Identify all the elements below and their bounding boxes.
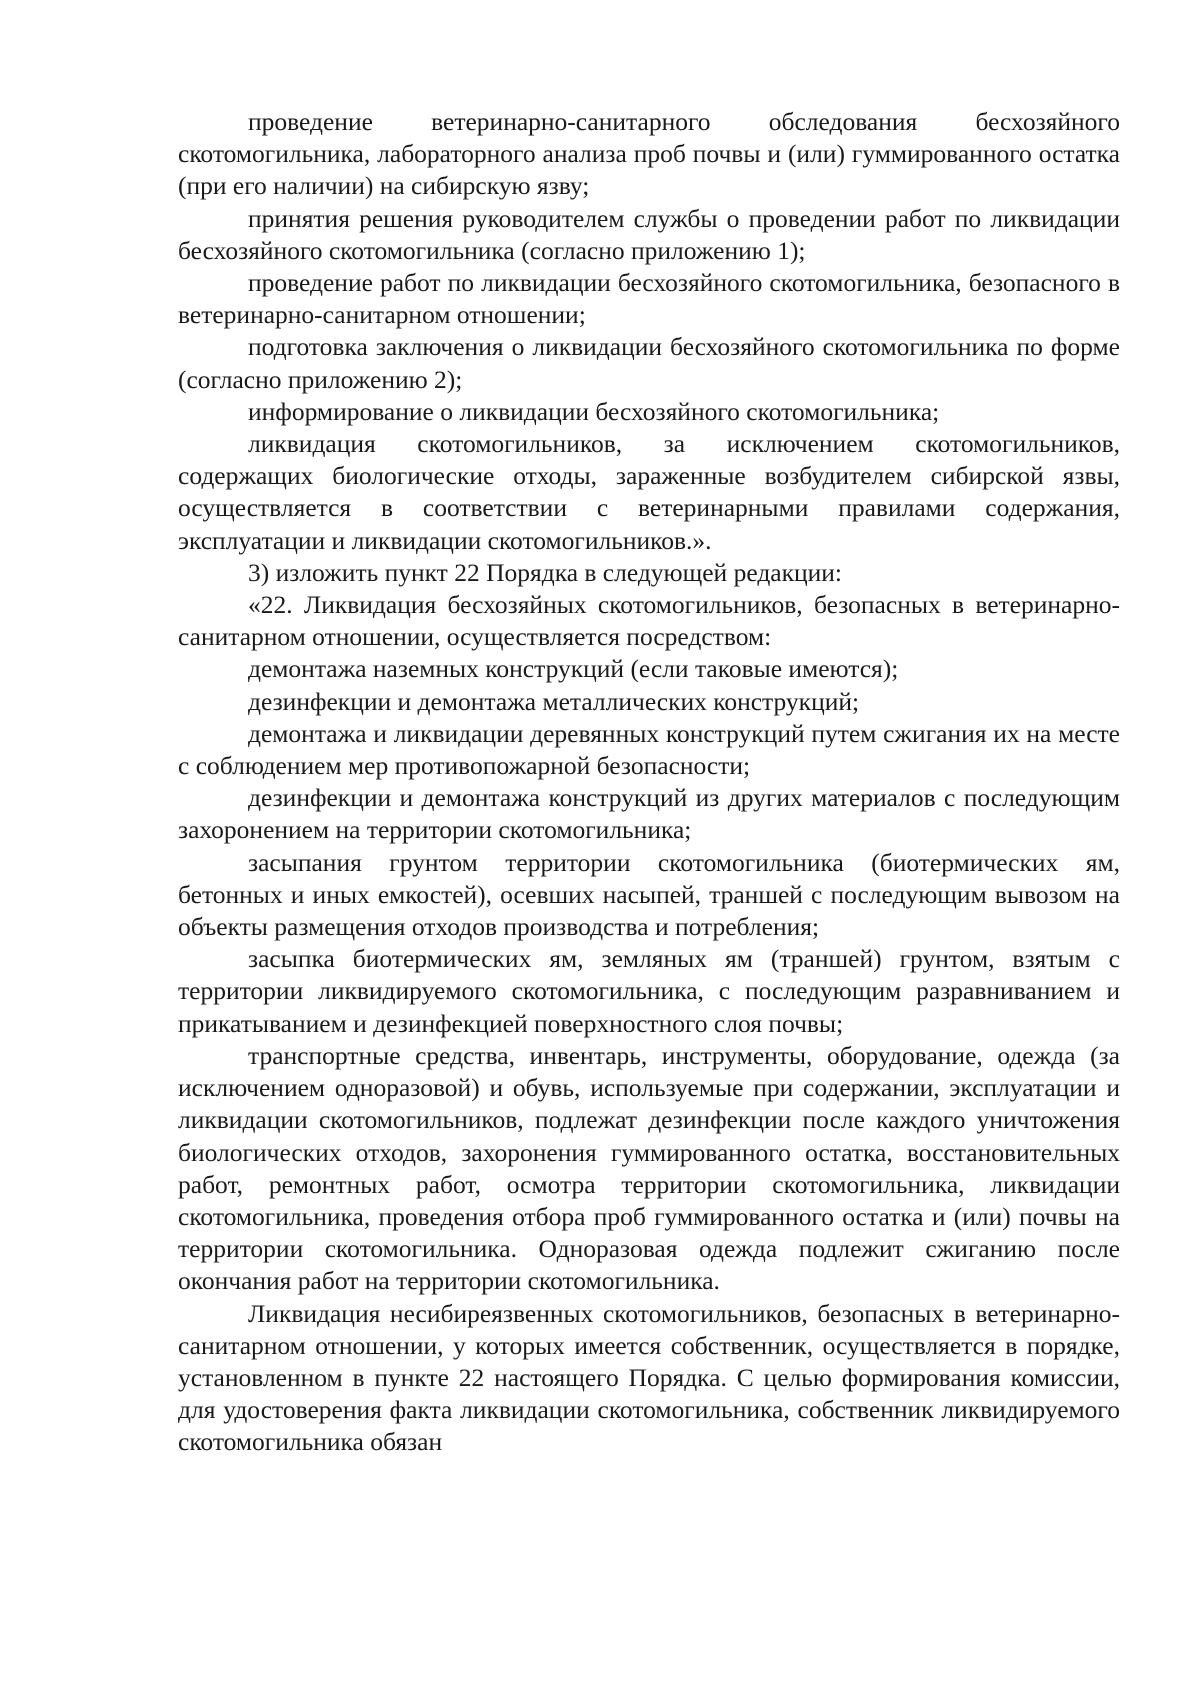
paragraph-pits-backfill: засыпка биотермических ям, земляных ям (траншей) грунтом, взятым с территории ликвидируемого скотомогильника, с последующим разравниванием и прикатыванием и дезинфекцией поверхностного слоя почвы; [178, 944, 1120, 1038]
paragraph-liquidation-rules: ликвидация скотомогильников, за исключением скотомогильников, содержащих биологические отходы, зараженные возбудителем сибирской язвы, осуществляется в соответствии с ветеринарными правилами содержания, эксплуатации и ликвидации скотомогильников.». [178, 429, 1120, 555]
paragraph-disinfection: транспортные средства, инвентарь, инструменты, оборудование, одежда (за исключением одноразовой) и обувь, используемые при содержании, эксплуатации и ликвидации скотомогильников, подлежат дезинфекции после каждого уничтожения биологических отходов, захоронения гуммированного остатка, восстановительных работ, ремонтных работ, осмотра территории скотомогильника, ликвидации скотомогильника, проведения отбора проб гуммированного остатка и (или) почвы на территории скотомогильника. Одноразовая одежда подлежит сжиганию после окончания работ на территории скотомогильника. [178, 1040, 1120, 1296]
paragraph-point-22: «22. Ликвидация бесхозяйных скотомогильников, безопасных в ветеринарно-санитарном отношении, осуществляется посредством: [178, 590, 1120, 652]
paragraph-other-materials: дезинфекции и демонтажа конструкций из других материалов с последующим захоронением на территории скотомогильника; [178, 783, 1120, 845]
paragraph-non-anthrax: Ликвидация несибиреязвенных скотомогильников, безопасных в ветеринарно-санитарном отношении, у которых имеется собственник, осуществляется в порядке, установленном в пункте 22 настоящего Порядка. С целью формирования комиссии, для удостоверения факта ликвидации скотомогильника, собственник ликвидируемого скотомогильника обязан [178, 1298, 1120, 1457]
paragraph-wooden-structures: демонтажа и ликвидации деревянных конструкций путем сжигания их на месте с соблюдением мер противопожарной безопасности; [178, 718, 1120, 781]
paragraph-liquidation-works: проведение работ по ликвидации бесхозяйного скотомогильника, безопасного в ветеринарно-санитарном отношении; [178, 268, 1120, 330]
document-body [178, 106, 1120, 1459]
paragraph-inspection: проведение ветеринарно-санитарного обследования бесхозяйного скотомогильника, лабораторного анализа проб почвы и (или) гуммированного остатка (при его наличии) на сибирскую язву; [178, 107, 1120, 201]
paragraph-ground-structures: демонтажа наземных конструкций (если таковые имеются); [248, 654, 899, 684]
paragraph-conclusion: подготовка заключения о ликвидации бесхозяйного скотомогильника по форме (согласно приложению 2); [178, 332, 1120, 394]
paragraph-decision: принятия решения руководителем службы о проведении работ по ликвидации бесхозяйного скотомогильника (согласно приложению 1); [178, 203, 1120, 265]
paragraph-amendment-3: 3) изложить пункт 22 Порядка в следующей редакции: [248, 557, 843, 587]
paragraph-metal-structures: дезинфекции и демонтажа металлических конструкций; [248, 686, 860, 716]
paragraph-informing: информирование о ликвидации бесхозяйного скотомогильника; [248, 396, 940, 426]
paragraph-backfilling: засыпания грунтом территории скотомогильника (биотермических ям, бетонных и иных емкостей), осевших насыпей, траншей с последующим вывозом на объекты размещения отходов производства и потребления; [178, 847, 1120, 942]
